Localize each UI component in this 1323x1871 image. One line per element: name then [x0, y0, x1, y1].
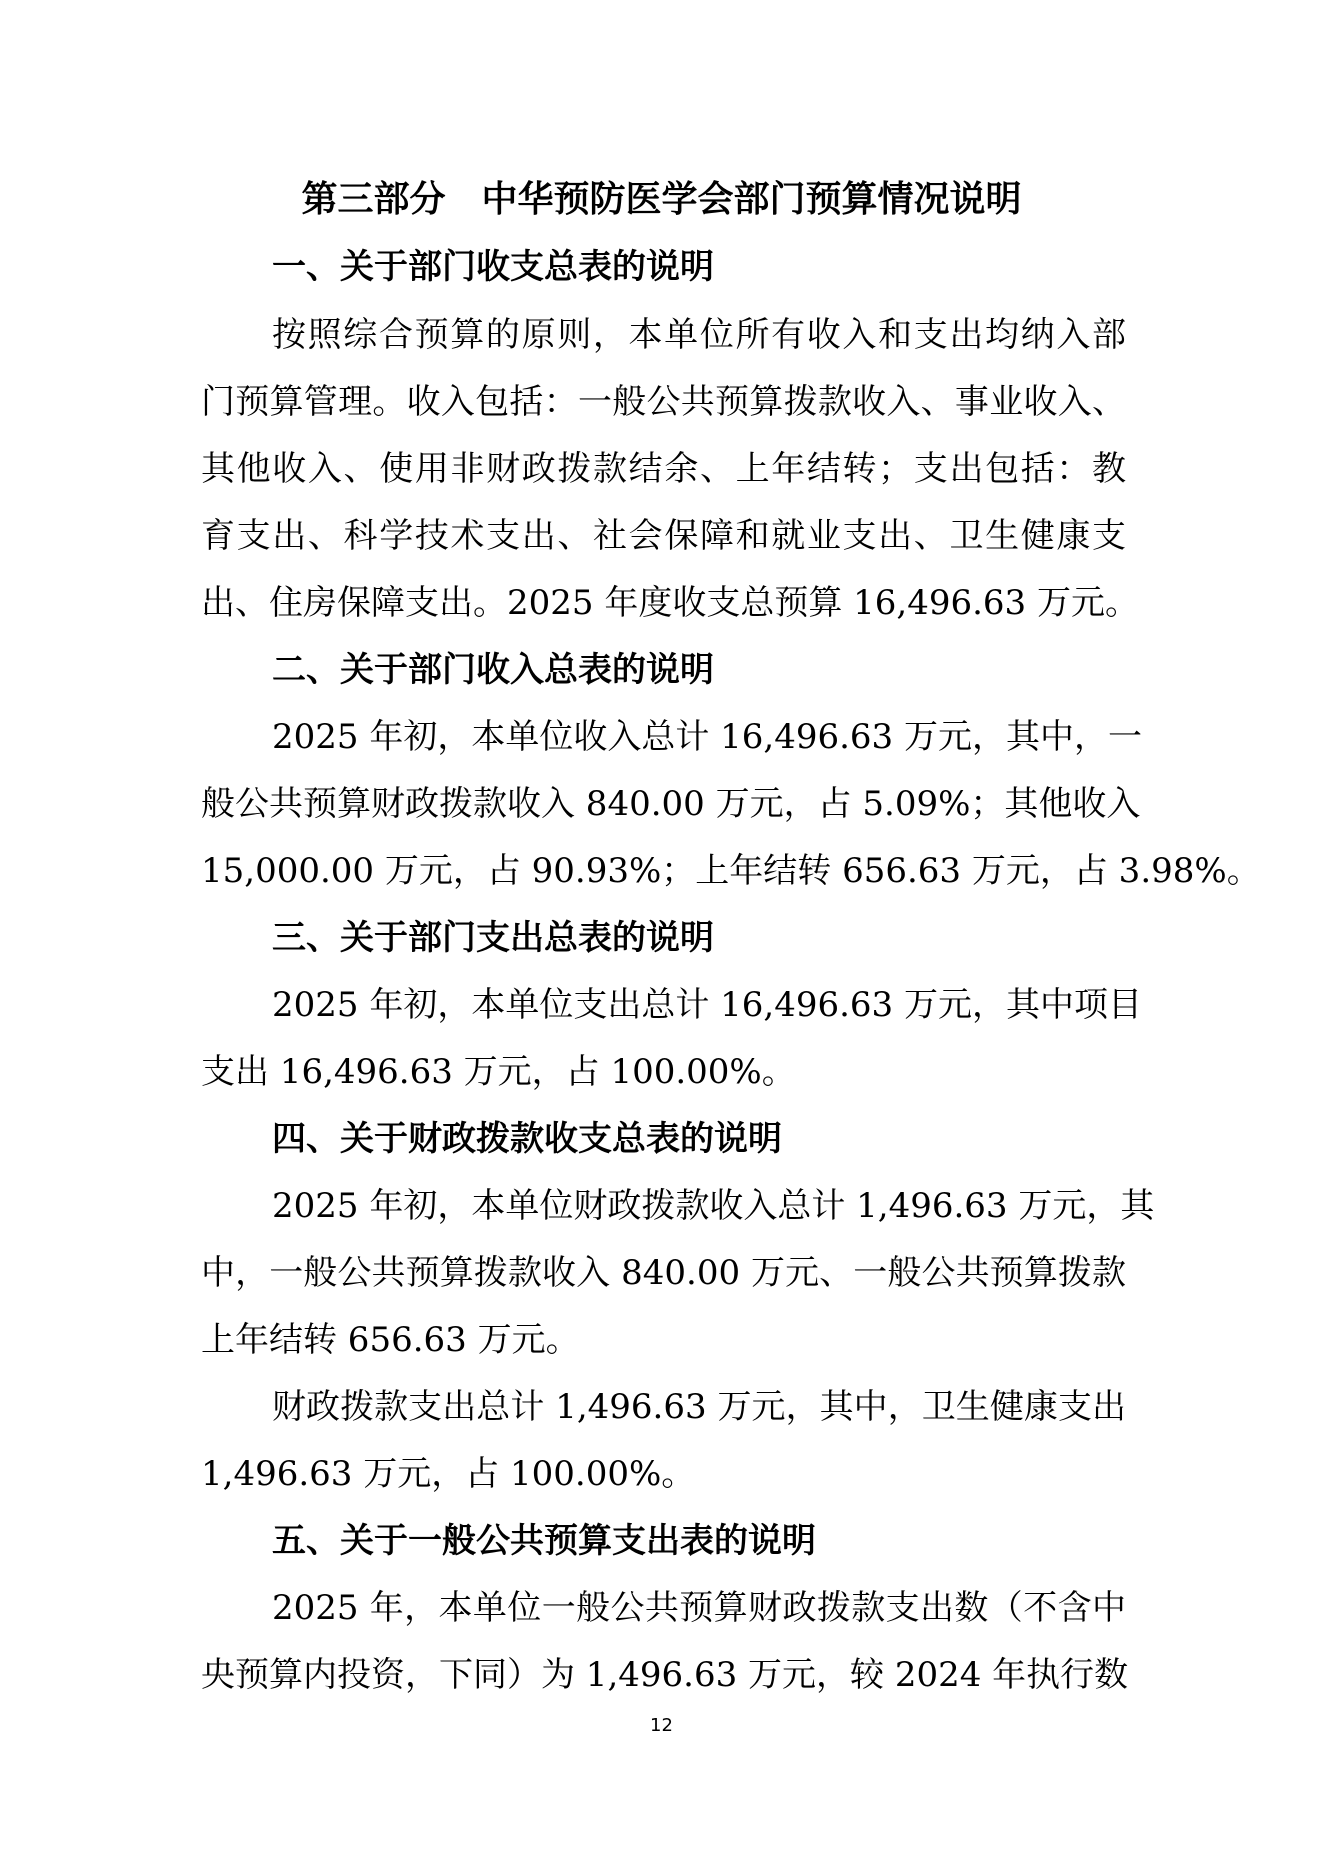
section-1-line-3: 其他收入、使用非财政拨款结余、上年结转；支出包括：教 — [201, 449, 1126, 489]
section-4-paragraph-2-line-1: 财政拨款支出总计 1,496.63 万元，其中，卫生健康支出 — [272, 1387, 1126, 1427]
section-3-line-1: 2025 年初，本单位支出总计 16,496.63 万元，其中项目 — [272, 985, 1142, 1025]
section-1-line-4: 育支出、科学技术支出、社会保障和就业支出、卫生健康支 — [201, 516, 1126, 556]
section-4-line-1: 2025 年初，本单位财政拨款收入总计 1,496.63 万元，其 — [272, 1186, 1155, 1226]
section-5-heading: 五、关于一般公共预算支出表的说明 — [272, 1521, 816, 1561]
section-5-line-2: 央预算内投资，下同）为 1,496.63 万元，较 2024 年执行数 — [201, 1655, 1129, 1695]
section-2-heading: 二、关于部门收入总表的说明 — [272, 650, 714, 690]
section-4-heading: 四、关于财政拨款收支总表的说明 — [272, 1119, 782, 1159]
page-number: 12 — [650, 1715, 673, 1736]
section-1-line-1: 按照综合预算的原则，本单位所有收入和支出均纳入部 — [272, 315, 1126, 355]
section-1-line-5: 出、住房保障支出。2025 年度收支总预算 16,496.63 万元。 — [201, 583, 1139, 623]
section-1-heading: 一、关于部门收支总表的说明 — [272, 247, 714, 287]
section-2-line-3: 15,000.00 万元，占 90.93%；上年结转 656.63 万元，占 3.98%。 — [201, 851, 1261, 891]
section-4-paragraph-2-line-2: 1,496.63 万元，占 100.00%。 — [201, 1454, 696, 1494]
page-title: 第三部分 中华预防医学会部门预算情况说明 — [301, 179, 1022, 220]
section-5-line-1: 2025 年，本单位一般公共预算财政拨款支出数（不含中 — [272, 1588, 1126, 1628]
section-4-line-3: 上年结转 656.63 万元。 — [201, 1320, 580, 1360]
section-4-line-2: 中，一般公共预算拨款收入 840.00 万元、一般公共预算拨款 — [201, 1253, 1126, 1293]
section-2-line-2: 般公共预算财政拨款收入 840.00 万元，占 5.09%；其他收入 — [201, 784, 1141, 824]
section-3-heading: 三、关于部门支出总表的说明 — [272, 918, 714, 958]
section-1-line-2: 门预算管理。收入包括：一般公共预算拨款收入、事业收入、 — [201, 382, 1126, 422]
section-2-line-1: 2025 年初，本单位收入总计 16,496.63 万元，其中，一 — [272, 717, 1142, 757]
section-3-line-2: 支出 16,496.63 万元，占 100.00%。 — [201, 1052, 796, 1092]
